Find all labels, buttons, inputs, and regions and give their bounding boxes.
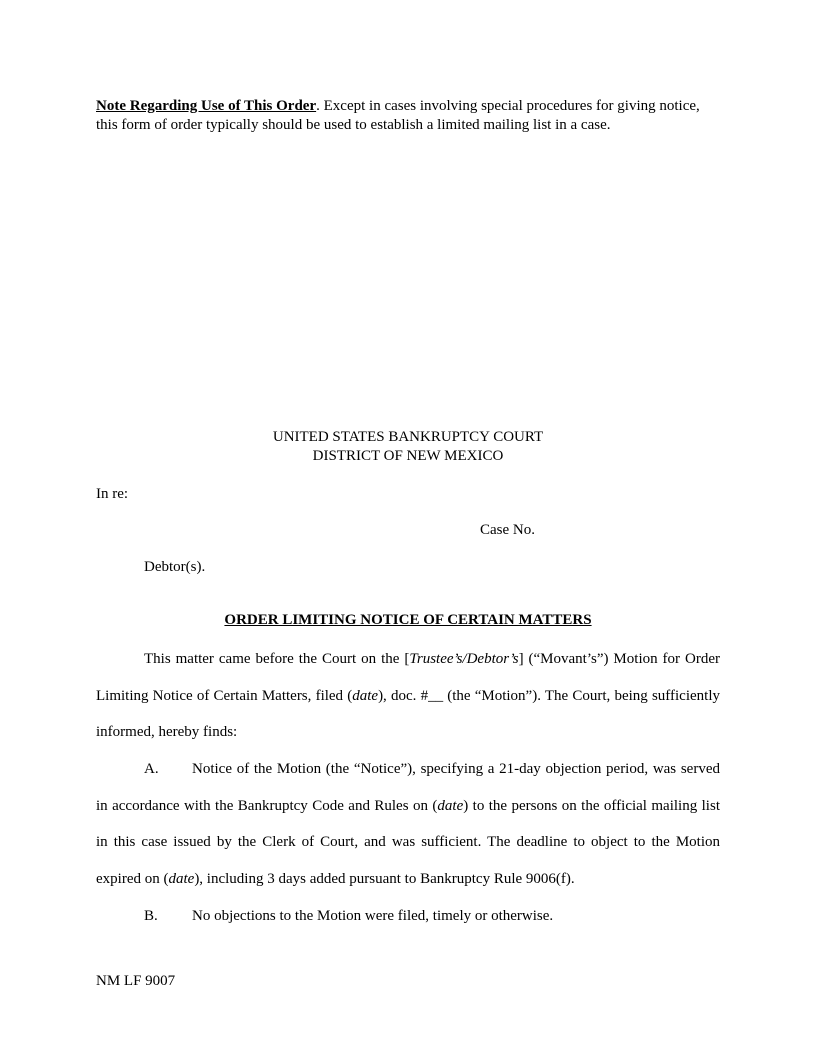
finding-a-text-1: Notice of the Motion (the “Notice”), specifying a 21-day objection period, was served in accordance with the Bankruptcy Code and Rules on ( xyxy=(96,761,720,814)
usage-note xyxy=(96,97,720,135)
finding-b-text: No objections to the Motion were filed, timely or otherwise. xyxy=(192,908,554,924)
note-label: Note Regarding Use of This Order xyxy=(96,98,317,114)
finding-a xyxy=(96,751,720,897)
intro-movant-placeholder: Trustee’s/Debtor’s xyxy=(409,651,519,667)
finding-a-date-2: date xyxy=(168,870,195,887)
case-number-label: Case No. xyxy=(480,522,535,538)
finding-a-text-3: ), including 3 days added pursuant to Bankruptcy Rule 9006(f). xyxy=(194,870,575,887)
finding-b xyxy=(144,907,553,926)
court-name: UNITED STATES BANKRUPTCY COURT xyxy=(272,429,544,445)
finding-a-marker: A. xyxy=(144,761,159,777)
intro-date-placeholder: date xyxy=(352,687,379,704)
note-text: . Except in cases involving special procedures for giving notice, this form of order typically should be used to establish a limited mailing list in a case. xyxy=(96,98,700,133)
form-footer: NM LF 9007 xyxy=(96,973,176,989)
finding-a-text-2: ) to the persons on the official mailing list in this case issued by the Clerk of Court, and was sufficient. The deadline to object to the Motion expired on ( xyxy=(96,797,720,887)
in-re-label: In re: xyxy=(96,486,129,502)
debtors-label: Debtor(s). xyxy=(144,559,206,575)
finding-a-date-1: date xyxy=(437,797,464,814)
order-title: ORDER LIMITING NOTICE OF CERTAIN MATTERS xyxy=(224,612,592,628)
court-district: DISTRICT OF NEW MEXICO xyxy=(312,448,504,464)
finding-b-marker: B. xyxy=(144,908,158,924)
paragraph-intro xyxy=(96,641,720,751)
intro-text-3: ), doc. #__ (the “Motion”). The Court, being sufficiently informed, hereby finds: xyxy=(96,687,720,740)
intro-text-1: This matter came before the Court on the [ xyxy=(144,651,410,667)
intro-text-2: ] (“Movant’s”) Motion for Order Limiting Notice of Certain Matters, filed ( xyxy=(96,651,720,704)
